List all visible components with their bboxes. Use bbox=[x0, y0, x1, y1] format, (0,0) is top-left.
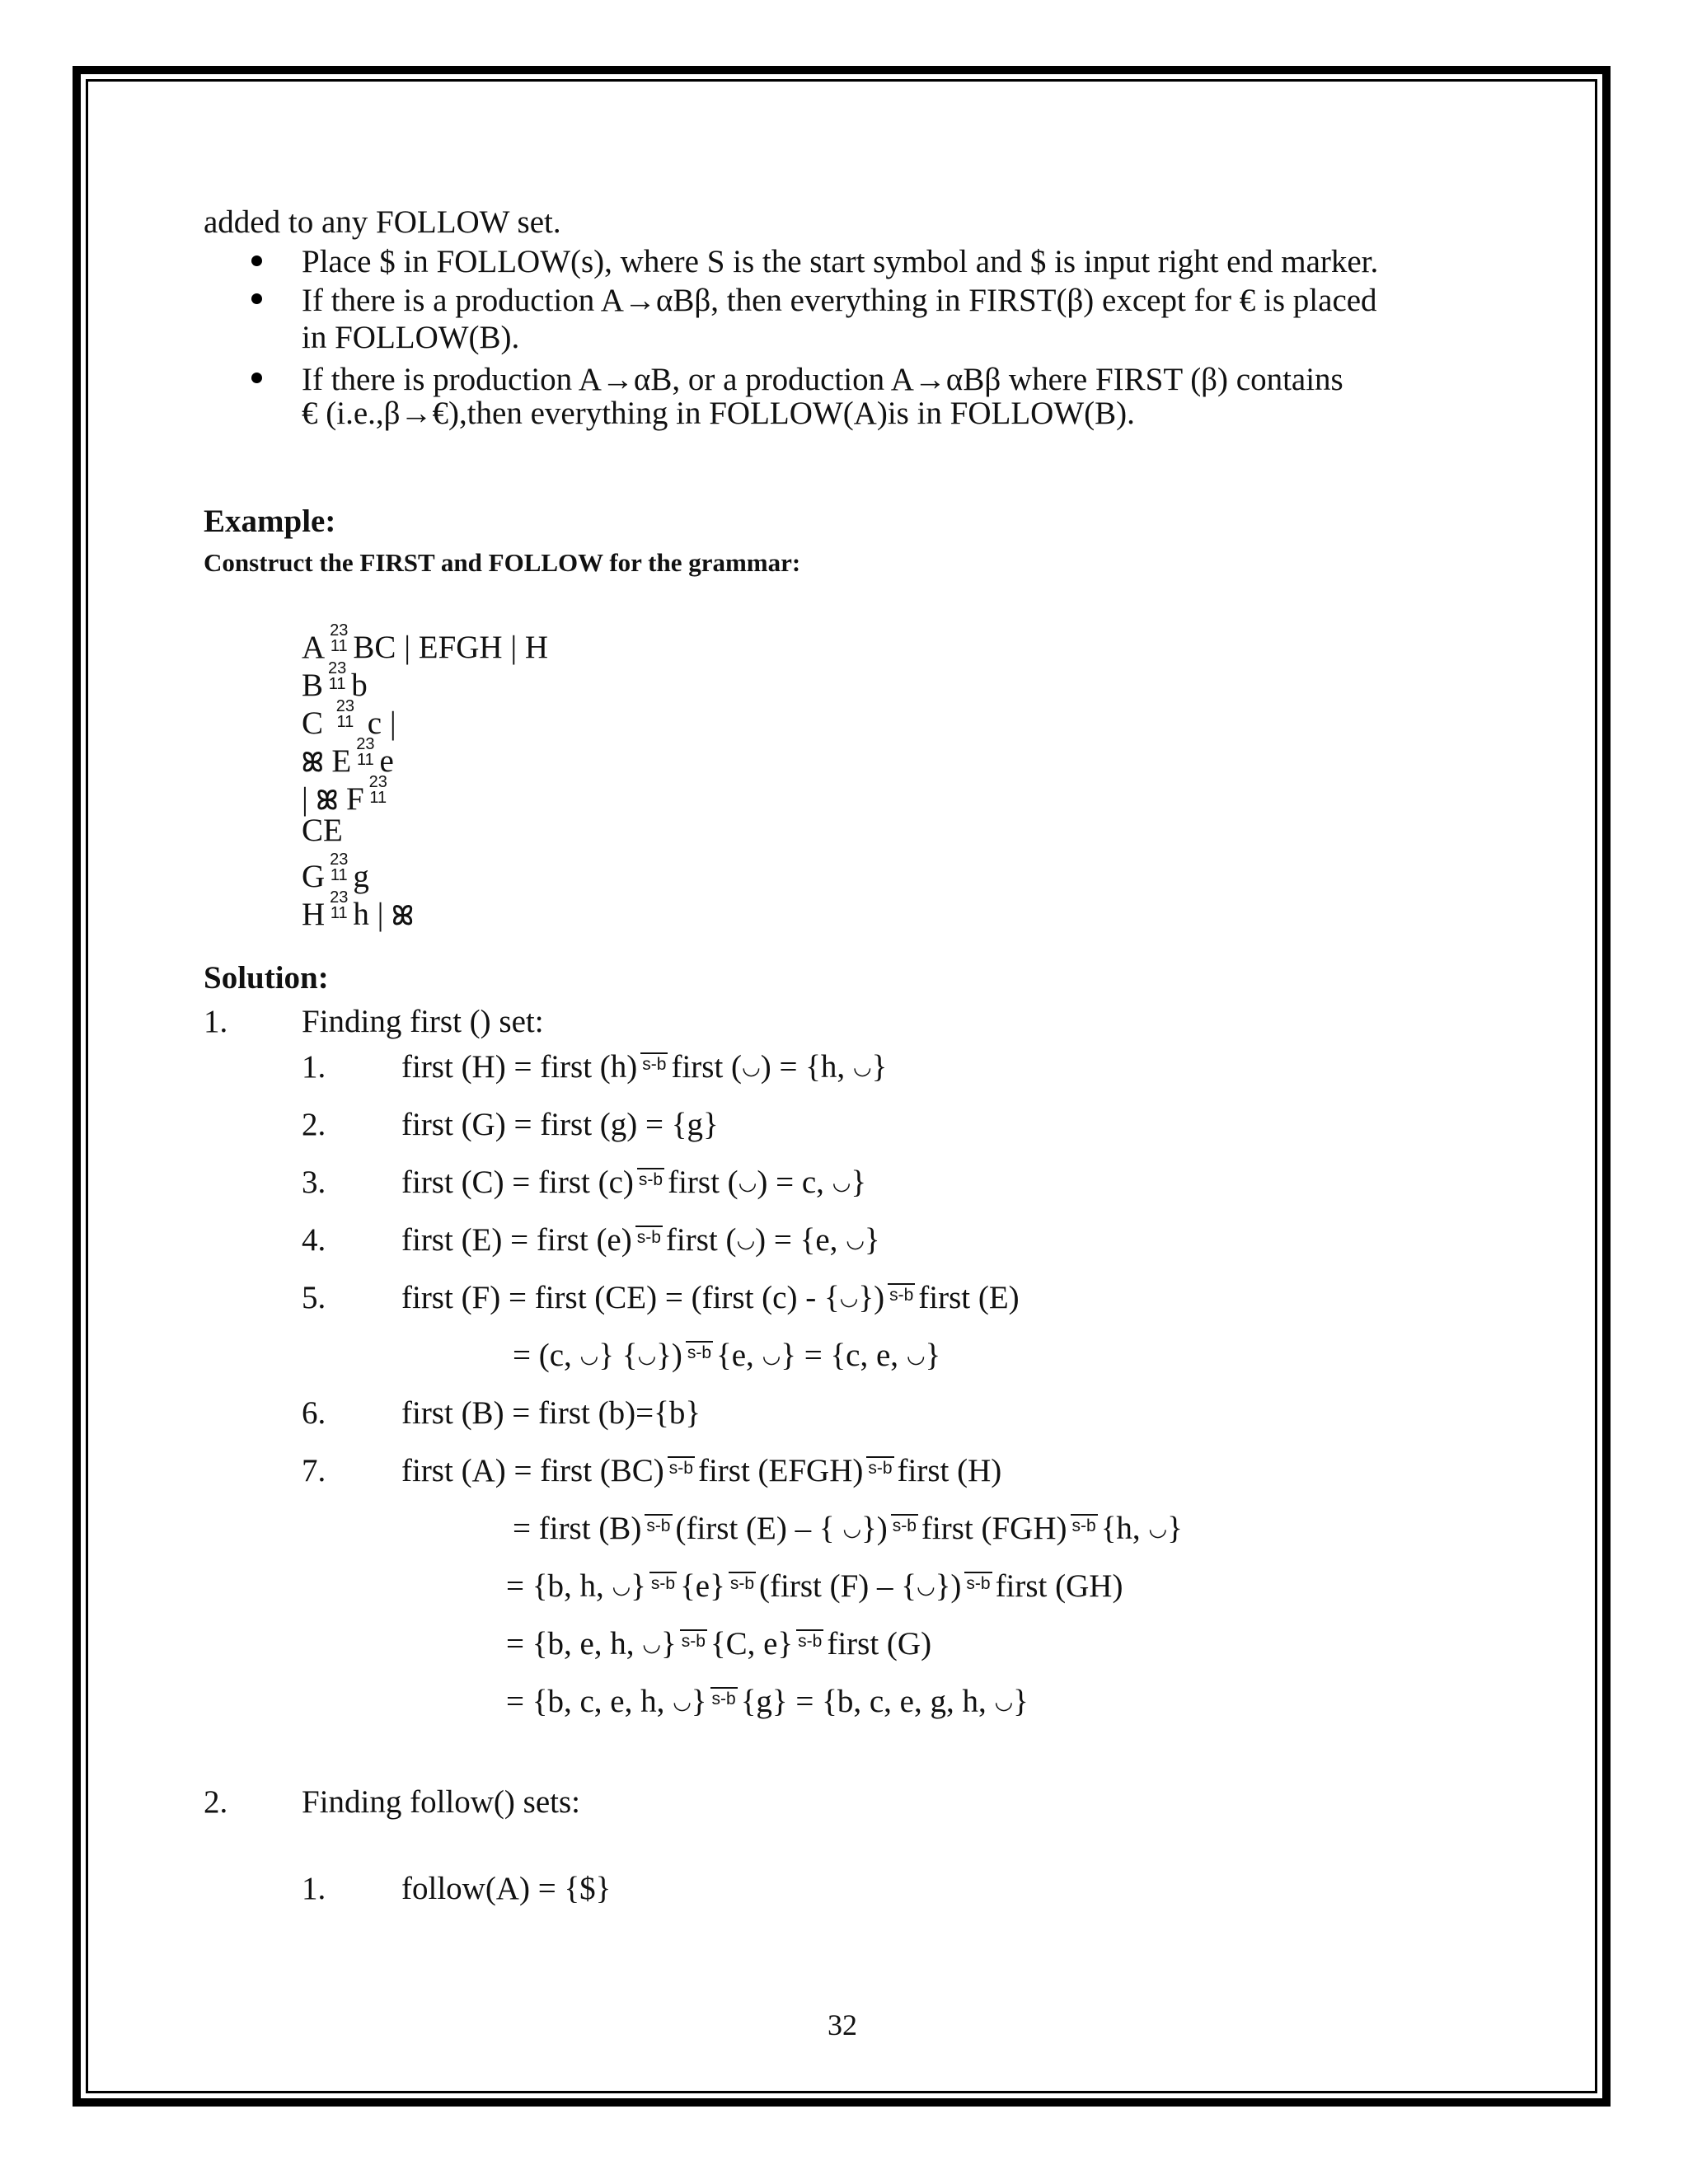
union-symbol: s-b bbox=[710, 1687, 738, 1708]
bullet-item-continued: in FOLLOW(B). bbox=[302, 320, 520, 355]
item-number: 4. bbox=[302, 1222, 326, 1258]
first-A-continuation: = {b, h, ◡} s-b {e} s-b (first (F) – {◡}) s-b first (GH) bbox=[506, 1568, 1123, 1604]
arrow-symbol: 23 11 bbox=[368, 773, 387, 807]
epsilon-symbol: ◡ bbox=[852, 1055, 872, 1079]
epsilon-symbol: ◡ bbox=[612, 1574, 631, 1598]
bullet-dot bbox=[251, 373, 262, 383]
arrow-symbol: 23 11 bbox=[330, 621, 349, 655]
continued-text: added to any FOLLOW set. bbox=[204, 204, 561, 240]
grammar-line: H 23 11 h | ꕤ bbox=[302, 888, 414, 932]
arrow-symbol: 23 11 bbox=[328, 659, 347, 693]
page-number: 32 bbox=[828, 2008, 857, 2041]
union-symbol: s-b bbox=[635, 1226, 663, 1246]
epsilon-symbol: ◡ bbox=[738, 1170, 757, 1194]
bullet-item: If there is a production A→αBβ, then everything in FIRST(β) except for € is placed bbox=[302, 283, 1377, 318]
item-number: 1. bbox=[302, 1871, 326, 1906]
item-number: 6. bbox=[302, 1395, 326, 1431]
union-symbol: s-b bbox=[796, 1629, 823, 1650]
item-number: 1. bbox=[302, 1049, 326, 1085]
union-symbol: s-b bbox=[668, 1456, 695, 1477]
grammar-line: ꕤ E 23 11 e bbox=[302, 735, 394, 779]
union-symbol: s-b bbox=[680, 1629, 707, 1650]
epsilon-symbol: ◡ bbox=[742, 1055, 761, 1079]
bullet-dot bbox=[251, 293, 262, 304]
solution-heading: Solution: bbox=[204, 960, 329, 996]
epsilon-symbol: ◡ bbox=[994, 1690, 1014, 1713]
item-number: 7. bbox=[302, 1453, 326, 1488]
union-symbol: s-b bbox=[1071, 1514, 1098, 1535]
first-C-line: first (C) = first (c) s-b first (◡) = c, ◡} bbox=[401, 1165, 867, 1200]
union-symbol: s-b bbox=[888, 1283, 915, 1304]
epsilon-symbol: ◡ bbox=[762, 1343, 781, 1367]
first-A-continuation: = {b, c, e, h, ◡} s-b {g} = {b, c, e, g, h, ◡} bbox=[506, 1684, 1029, 1719]
union-symbol: s-b bbox=[645, 1514, 672, 1535]
epsilon-symbol: ◡ bbox=[916, 1574, 935, 1598]
union-symbol: s-b bbox=[686, 1341, 713, 1361]
union-symbol: s-b bbox=[729, 1572, 756, 1592]
grammar-line: CE bbox=[302, 813, 343, 848]
item-number: 3. bbox=[302, 1165, 326, 1200]
epsilon-symbol: ◡ bbox=[579, 1343, 599, 1367]
step-number: 2. bbox=[204, 1784, 228, 1820]
bullet-dot bbox=[251, 255, 262, 266]
first-E-line: first (E) = first (e) s-b first (◡) = {e, ◡} bbox=[401, 1222, 880, 1258]
grammar-line: C 23 11 c | bbox=[302, 697, 396, 741]
epsilon-symbol: ◡ bbox=[832, 1170, 851, 1194]
epsilon-symbol: ◡ bbox=[842, 1516, 862, 1540]
first-B-line: first (B) = first (b)={b} bbox=[401, 1395, 701, 1431]
example-subheading: Construct the FIRST and FOLLOW for the grammar: bbox=[204, 548, 801, 577]
grammar-line: G 23 11 g bbox=[302, 851, 369, 894]
epsilon-symbol: ◡ bbox=[736, 1228, 756, 1252]
union-symbol: s-b bbox=[866, 1456, 893, 1477]
item-number: 5. bbox=[302, 1280, 326, 1315]
garbled-epsilon-glyph: ꕤ bbox=[302, 747, 324, 778]
union-symbol: s-b bbox=[637, 1168, 664, 1188]
arrow-symbol: 23 11 bbox=[356, 735, 375, 769]
union-symbol: s-b bbox=[640, 1052, 668, 1073]
first-H-line: first (H) = first (h) s-b first (◡) = {h, ◡} bbox=[401, 1049, 888, 1085]
epsilon-symbol: ◡ bbox=[846, 1228, 865, 1252]
bullet-item: Place $ in FOLLOW(s), where S is the start symbol and $ is input right end marker. bbox=[302, 244, 1379, 279]
grammar-line: A 23 11 BC | EFGH | H bbox=[302, 621, 549, 665]
epsilon-symbol: ◡ bbox=[642, 1632, 661, 1656]
example-heading: Example: bbox=[204, 504, 336, 539]
item-number: 2. bbox=[302, 1107, 326, 1142]
epsilon-symbol: ◡ bbox=[673, 1690, 692, 1713]
grammar-line: | ꕤ F 23 11 bbox=[302, 773, 387, 817]
step-title: Finding follow() sets: bbox=[302, 1784, 580, 1820]
first-A-continuation: = first (B) s-b (first (E) – { ◡}) s-b first (FGH) s-b {h, ◡} bbox=[513, 1511, 1183, 1546]
bullet-item: If there is production A→αB, or a production A→αBβ where FIRST (β) contains bbox=[302, 362, 1343, 397]
epsilon-symbol: ◡ bbox=[637, 1343, 657, 1367]
grammar-line: B 23 11 b bbox=[302, 659, 368, 703]
arrow-symbol: 23 11 bbox=[335, 697, 355, 731]
step-number: 1. bbox=[204, 1004, 228, 1039]
union-symbol: s-b bbox=[964, 1572, 992, 1592]
step-title: Finding first () set: bbox=[302, 1004, 544, 1039]
epsilon-symbol: ◡ bbox=[906, 1343, 926, 1367]
first-A-line: first (A) = first (BC) s-b first (EFGH) s-b first (H) bbox=[401, 1453, 1002, 1488]
first-G-line: first (G) = first (g) = {g} bbox=[401, 1107, 719, 1142]
first-F-line: first (F) = first (CE) = (first (c) - {◡}) s-b first (E) bbox=[401, 1280, 1020, 1315]
epsilon-symbol: ◡ bbox=[839, 1286, 859, 1310]
bullet-item-continued: € (i.e.,β→€),then everything in FOLLOW(A)is in FOLLOW(B). bbox=[302, 396, 1135, 431]
epsilon-symbol: ◡ bbox=[1148, 1516, 1168, 1540]
first-F-continuation: = (c, ◡} {◡}) s-b {e, ◡} = {c, e, ◡} bbox=[513, 1338, 941, 1373]
union-symbol: s-b bbox=[891, 1514, 918, 1535]
union-symbol: s-b bbox=[649, 1572, 677, 1592]
follow-A-line: follow(A) = {$} bbox=[401, 1871, 612, 1906]
arrow-symbol: 23 11 bbox=[330, 851, 349, 884]
garbled-epsilon-glyph: ꕤ bbox=[392, 900, 414, 931]
garbled-epsilon-glyph: ꕤ bbox=[316, 785, 339, 816]
first-A-continuation: = {b, e, h, ◡} s-b {C, e} s-b first (G) bbox=[506, 1626, 932, 1661]
arrow-symbol: 23 11 bbox=[330, 888, 349, 922]
